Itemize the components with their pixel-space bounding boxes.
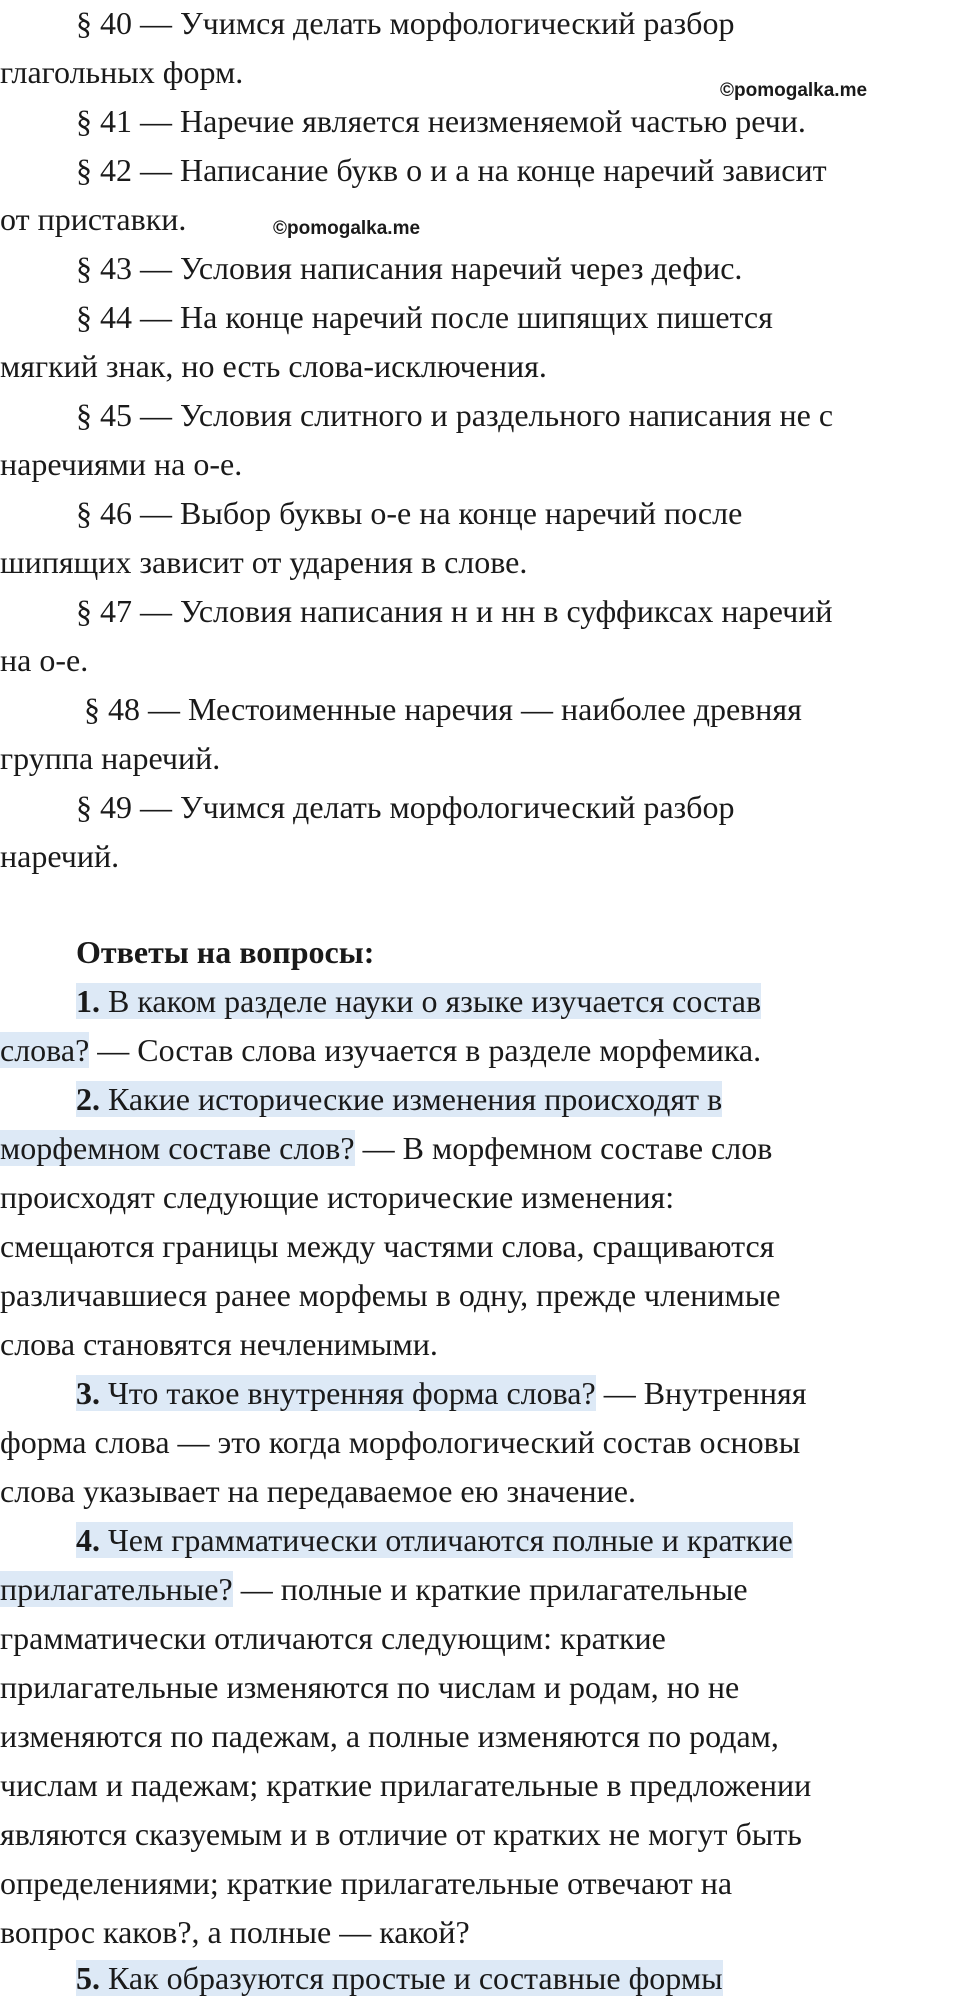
answer-4-line-4: прилагательные изменяются по числам и родам, но не bbox=[0, 1669, 740, 1705]
question-number: 2. bbox=[76, 1081, 100, 1117]
answer-4-line-5: изменяются по падежам, а полные изменяются по родам, bbox=[0, 1718, 779, 1754]
paragraph-42-line-2: от приставки. bbox=[0, 201, 187, 237]
answer-2-line-3: происходят следующие исторические изменения: bbox=[0, 1179, 675, 1215]
question-3-highlight bbox=[76, 1375, 596, 1411]
watermark: ©pomogalka.me bbox=[273, 218, 421, 239]
paragraph-49-line-2: наречий. bbox=[0, 838, 120, 874]
paragraph-44-line-2: мягкий знак, но есть слова-исключения. bbox=[0, 348, 547, 384]
question-number: 1. bbox=[76, 983, 100, 1019]
question-text: Как образуются простые и составные формы bbox=[100, 1960, 723, 1996]
answer-4-line-7: являются сказуемым и в отличие от кратких не могут быть bbox=[0, 1816, 802, 1852]
paragraph-43-line-1: § 43 — Условия написания наречий через дефис. bbox=[76, 250, 743, 286]
paragraph-40-line-2: глагольных форм. bbox=[0, 54, 244, 90]
answer-text: — полные и краткие прилагательные bbox=[232, 1571, 748, 1607]
answer-text: — В морфемном составе слов bbox=[354, 1130, 773, 1166]
paragraph-44-line-1: § 44 — На конце наречий после шипящих пишется bbox=[76, 299, 773, 335]
question-number: 5. bbox=[76, 1960, 100, 1996]
answer-4-line-3: грамматически отличаются следующим: краткие bbox=[0, 1620, 666, 1656]
question-1-line-1 bbox=[76, 981, 761, 1021]
question-2-highlight bbox=[76, 1081, 722, 1117]
question-1-highlight bbox=[76, 983, 761, 1019]
answer-2-line-6: слова становятся нечленимыми. bbox=[0, 1326, 438, 1362]
question-5-line-1 bbox=[76, 1958, 723, 1998]
paragraph-46-line-1: § 46 — Выбор буквы о-е на конце наречий после bbox=[76, 495, 743, 531]
answer-4-line-8: определениями; краткие прилагательные отвечают на bbox=[0, 1865, 733, 1901]
paragraph-45-line-2: наречиями на о-е. bbox=[0, 446, 243, 482]
answer-2-line-5: различавшиеся ранее морфемы в одну, прежде членимые bbox=[0, 1277, 781, 1313]
question-4-highlight bbox=[76, 1522, 793, 1558]
question-4-line-1 bbox=[76, 1520, 793, 1560]
watermark: ©pomogalka.me bbox=[720, 80, 868, 101]
answers-heading: Ответы на вопросы: bbox=[76, 934, 375, 970]
question-text: В каком разделе науки о языке изучается состав bbox=[100, 983, 762, 1019]
paragraph-48-line-2: группа наречий. bbox=[0, 740, 221, 776]
paragraph-47-line-2: на о-е. bbox=[0, 642, 89, 678]
question-text: слова? bbox=[0, 1032, 90, 1068]
question-text: прилагательные? bbox=[0, 1571, 233, 1607]
paragraph-45-line-1: § 45 — Условия слитного и раздельного написания не с bbox=[76, 397, 834, 433]
question-text: Что такое внутренняя форма слова? bbox=[100, 1375, 596, 1411]
question-number: 3. bbox=[76, 1375, 100, 1411]
question-text: морфемном составе слов? bbox=[0, 1130, 355, 1166]
answer-3-line-2: форма слова — это когда морфологический состав основы bbox=[0, 1424, 801, 1460]
question-5-highlight bbox=[76, 1960, 723, 1996]
question-text: Чем грамматически отличаются полные и краткие bbox=[100, 1522, 793, 1558]
question-text: Какие исторические изменения происходят в bbox=[100, 1081, 723, 1117]
question-1-line-2 bbox=[0, 1030, 761, 1070]
paragraph-42-line-1: § 42 — Написание букв о и а на конце наречий зависит bbox=[76, 152, 827, 188]
paragraph-40-line-1: § 40 — Учимся делать морфологический разбор bbox=[76, 5, 735, 41]
question-2-line-2 bbox=[0, 1128, 772, 1168]
question-4-line-2 bbox=[0, 1569, 748, 1609]
paragraph-46-line-2: шипящих зависит от ударения в слове. bbox=[0, 544, 528, 580]
question-2-line-1 bbox=[76, 1079, 722, 1119]
question-number: 4. bbox=[76, 1522, 100, 1558]
answer-3-line-3: слова указывает на передаваемое ею значение. bbox=[0, 1473, 636, 1509]
answer-4-line-9: вопрос каков?, а полные — какой? bbox=[0, 1914, 470, 1950]
question-3-line-1 bbox=[76, 1373, 806, 1413]
answer-text: — Внутренняя bbox=[595, 1375, 807, 1411]
paragraph-48-line-1: § 48 — Местоименные наречия — наиболее древняя bbox=[84, 691, 802, 727]
paragraph-41-line-1: § 41 — Наречие является неизменяемой частью речи. bbox=[76, 103, 806, 139]
answer-text: — Состав слова изучается в разделе морфемика. bbox=[89, 1032, 762, 1068]
paragraph-49-line-1: § 49 — Учимся делать морфологический разбор bbox=[76, 789, 735, 825]
answer-2-line-4: смещаются границы между частями слова, сращиваются bbox=[0, 1228, 775, 1264]
answer-4-line-6: числам и падежам; краткие прилагательные в предложении bbox=[0, 1767, 812, 1803]
paragraph-47-line-1: § 47 — Условия написания н и нн в суффиксах наречий bbox=[76, 593, 833, 629]
